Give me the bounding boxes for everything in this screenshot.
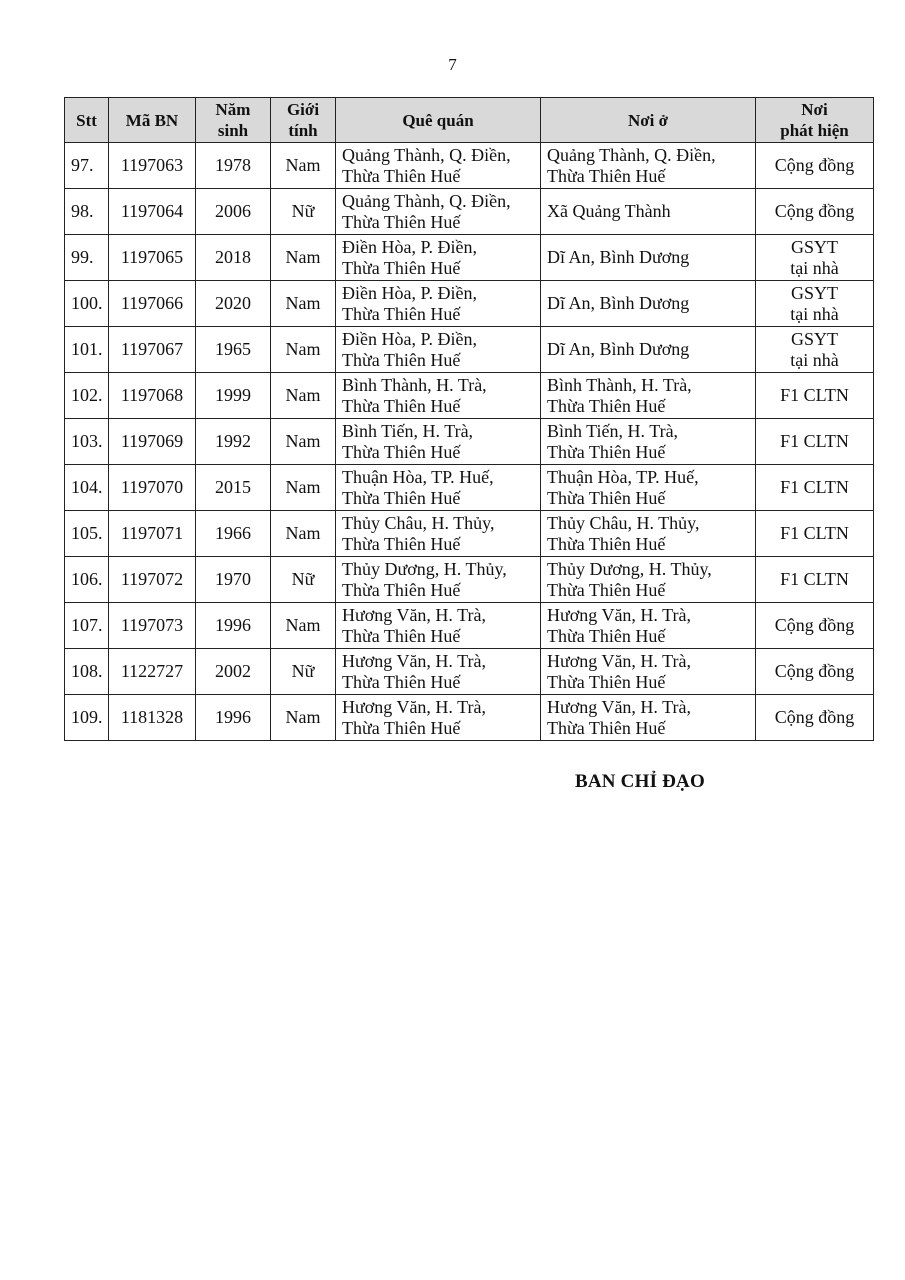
cell-birth-year: 2020 — [196, 281, 271, 327]
cell-residence: Dĩ An, Bình Dương — [541, 327, 756, 373]
table-row — [65, 603, 874, 649]
cell-detected-at: Cộng đồng — [756, 143, 874, 189]
cell-patient-code: 1197072 — [109, 557, 196, 603]
cell-hometown: Hương Văn, H. Trà, Thừa Thiên Huế — [336, 695, 541, 741]
cell-gender: Nam — [271, 603, 336, 649]
cell-stt: 104. — [65, 465, 109, 511]
cell-gender: Nữ — [271, 189, 336, 235]
cell-birth-year: 2006 — [196, 189, 271, 235]
table-row — [65, 649, 874, 695]
table-row — [65, 281, 874, 327]
cell-birth-year: 1970 — [196, 557, 271, 603]
cell-stt: 109. — [65, 695, 109, 741]
cell-gender: Nam — [271, 235, 336, 281]
cell-stt: 107. — [65, 603, 109, 649]
cell-birth-year: 1996 — [196, 603, 271, 649]
cell-hometown: Hương Văn, H. Trà, Thừa Thiên Huế — [336, 649, 541, 695]
header-patient-code: Mã BN — [109, 98, 196, 143]
cell-residence: Xã Quảng Thành — [541, 189, 756, 235]
cell-residence: Thủy Dương, H. Thủy, Thừa Thiên Huế — [541, 557, 756, 603]
table-row — [65, 373, 874, 419]
cell-residence: Thủy Châu, H. Thủy, Thừa Thiên Huế — [541, 511, 756, 557]
signature-title: BAN CHỈ ĐẠO — [575, 771, 705, 792]
table-row — [65, 511, 874, 557]
cell-patient-code: 1122727 — [109, 649, 196, 695]
table-row — [65, 143, 874, 189]
cell-birth-year: 1992 — [196, 419, 271, 465]
cell-patient-code: 1197068 — [109, 373, 196, 419]
cell-stt: 99. — [65, 235, 109, 281]
cell-gender: Nam — [271, 143, 336, 189]
cell-detected-at: Cộng đồng — [756, 603, 874, 649]
cell-patient-code: 1197069 — [109, 419, 196, 465]
cell-hometown: Điền Hòa, P. Điền, Thừa Thiên Huế — [336, 327, 541, 373]
table-row — [65, 419, 874, 465]
cell-residence: Bình Tiến, H. Trà, Thừa Thiên Huế — [541, 419, 756, 465]
cell-detected-at: F1 CLTN — [756, 465, 874, 511]
cell-stt: 98. — [65, 189, 109, 235]
cell-birth-year: 1965 — [196, 327, 271, 373]
cell-residence: Hương Văn, H. Trà, Thừa Thiên Huế — [541, 695, 756, 741]
table-row — [65, 465, 874, 511]
header-hometown: Quê quán — [336, 98, 541, 143]
cell-patient-code: 1197071 — [109, 511, 196, 557]
cell-gender: Nam — [271, 511, 336, 557]
cell-hometown: Thủy Dương, H. Thủy, Thừa Thiên Huế — [336, 557, 541, 603]
cell-detected-at: Cộng đồng — [756, 695, 874, 741]
cell-hometown: Quảng Thành, Q. Điền, Thừa Thiên Huế — [336, 189, 541, 235]
table-row — [65, 189, 874, 235]
cell-detected-at: F1 CLTN — [756, 511, 874, 557]
cell-hometown: Điền Hòa, P. Điền, Thừa Thiên Huế — [336, 235, 541, 281]
cell-gender: Nam — [271, 281, 336, 327]
cell-patient-code: 1197064 — [109, 189, 196, 235]
cell-gender: Nam — [271, 419, 336, 465]
cell-hometown: Bình Tiến, H. Trà, Thừa Thiên Huế — [336, 419, 541, 465]
cell-stt: 108. — [65, 649, 109, 695]
cell-patient-code: 1197065 — [109, 235, 196, 281]
cell-patient-code: 1181328 — [109, 695, 196, 741]
cell-patient-code: 1197067 — [109, 327, 196, 373]
cell-gender: Nam — [271, 373, 336, 419]
cell-stt: 103. — [65, 419, 109, 465]
table-row — [65, 235, 874, 281]
cell-patient-code: 1197063 — [109, 143, 196, 189]
table-body — [65, 143, 874, 741]
cell-stt: 106. — [65, 557, 109, 603]
cell-birth-year: 1978 — [196, 143, 271, 189]
cell-patient-code: 1197073 — [109, 603, 196, 649]
header-birth-year: Năm sinh — [196, 98, 271, 143]
cell-residence: Dĩ An, Bình Dương — [541, 281, 756, 327]
case-table — [64, 97, 874, 741]
cell-gender: Nam — [271, 695, 336, 741]
cell-detected-at: F1 CLTN — [756, 419, 874, 465]
cell-stt: 101. — [65, 327, 109, 373]
cell-gender: Nam — [271, 327, 336, 373]
table-header — [65, 98, 874, 143]
cell-hometown: Thuận Hòa, TP. Huế, Thừa Thiên Huế — [336, 465, 541, 511]
cell-hometown: Bình Thành, H. Trà, Thừa Thiên Huế — [336, 373, 541, 419]
page-number: 7 — [448, 55, 457, 74]
cell-detected-at: GSYT tại nhà — [756, 235, 874, 281]
cell-patient-code: 1197066 — [109, 281, 196, 327]
cell-stt: 100. — [65, 281, 109, 327]
cell-detected-at: GSYT tại nhà — [756, 281, 874, 327]
cell-detected-at: Cộng đồng — [756, 649, 874, 695]
cell-stt: 102. — [65, 373, 109, 419]
cell-gender: Nữ — [271, 649, 336, 695]
cell-birth-year: 2018 — [196, 235, 271, 281]
cell-hometown: Hương Văn, H. Trà, Thừa Thiên Huế — [336, 603, 541, 649]
cell-birth-year: 2002 — [196, 649, 271, 695]
table-row — [65, 557, 874, 603]
header-detected-at: Nơi phát hiện — [756, 98, 874, 143]
cell-detected-at: GSYT tại nhà — [756, 327, 874, 373]
cell-birth-year: 1996 — [196, 695, 271, 741]
cell-residence: Dĩ An, Bình Dương — [541, 235, 756, 281]
cell-birth-year: 2015 — [196, 465, 271, 511]
cell-birth-year: 1999 — [196, 373, 271, 419]
cell-gender: Nữ — [271, 557, 336, 603]
cell-gender: Nam — [271, 465, 336, 511]
cell-stt: 105. — [65, 511, 109, 557]
cell-residence: Hương Văn, H. Trà, Thừa Thiên Huế — [541, 603, 756, 649]
cell-patient-code: 1197070 — [109, 465, 196, 511]
header-gender: Giới tính — [271, 98, 336, 143]
table-row — [65, 327, 874, 373]
cell-residence: Hương Văn, H. Trà, Thừa Thiên Huế — [541, 649, 756, 695]
cell-residence: Bình Thành, H. Trà, Thừa Thiên Huế — [541, 373, 756, 419]
cell-hometown: Thủy Châu, H. Thủy, Thừa Thiên Huế — [336, 511, 541, 557]
cell-birth-year: 1966 — [196, 511, 271, 557]
cell-residence: Quảng Thành, Q. Điền, Thừa Thiên Huế — [541, 143, 756, 189]
header-stt: Stt — [65, 98, 109, 143]
cell-detected-at: F1 CLTN — [756, 373, 874, 419]
header-residence: Nơi ở — [541, 98, 756, 143]
cell-stt: 97. — [65, 143, 109, 189]
cell-hometown: Điền Hòa, P. Điền, Thừa Thiên Huế — [336, 281, 541, 327]
cell-detected-at: Cộng đồng — [756, 189, 874, 235]
cell-hometown: Quảng Thành, Q. Điền, Thừa Thiên Huế — [336, 143, 541, 189]
cell-detected-at: F1 CLTN — [756, 557, 874, 603]
cell-residence: Thuận Hòa, TP. Huế, Thừa Thiên Huế — [541, 465, 756, 511]
table-row — [65, 695, 874, 741]
